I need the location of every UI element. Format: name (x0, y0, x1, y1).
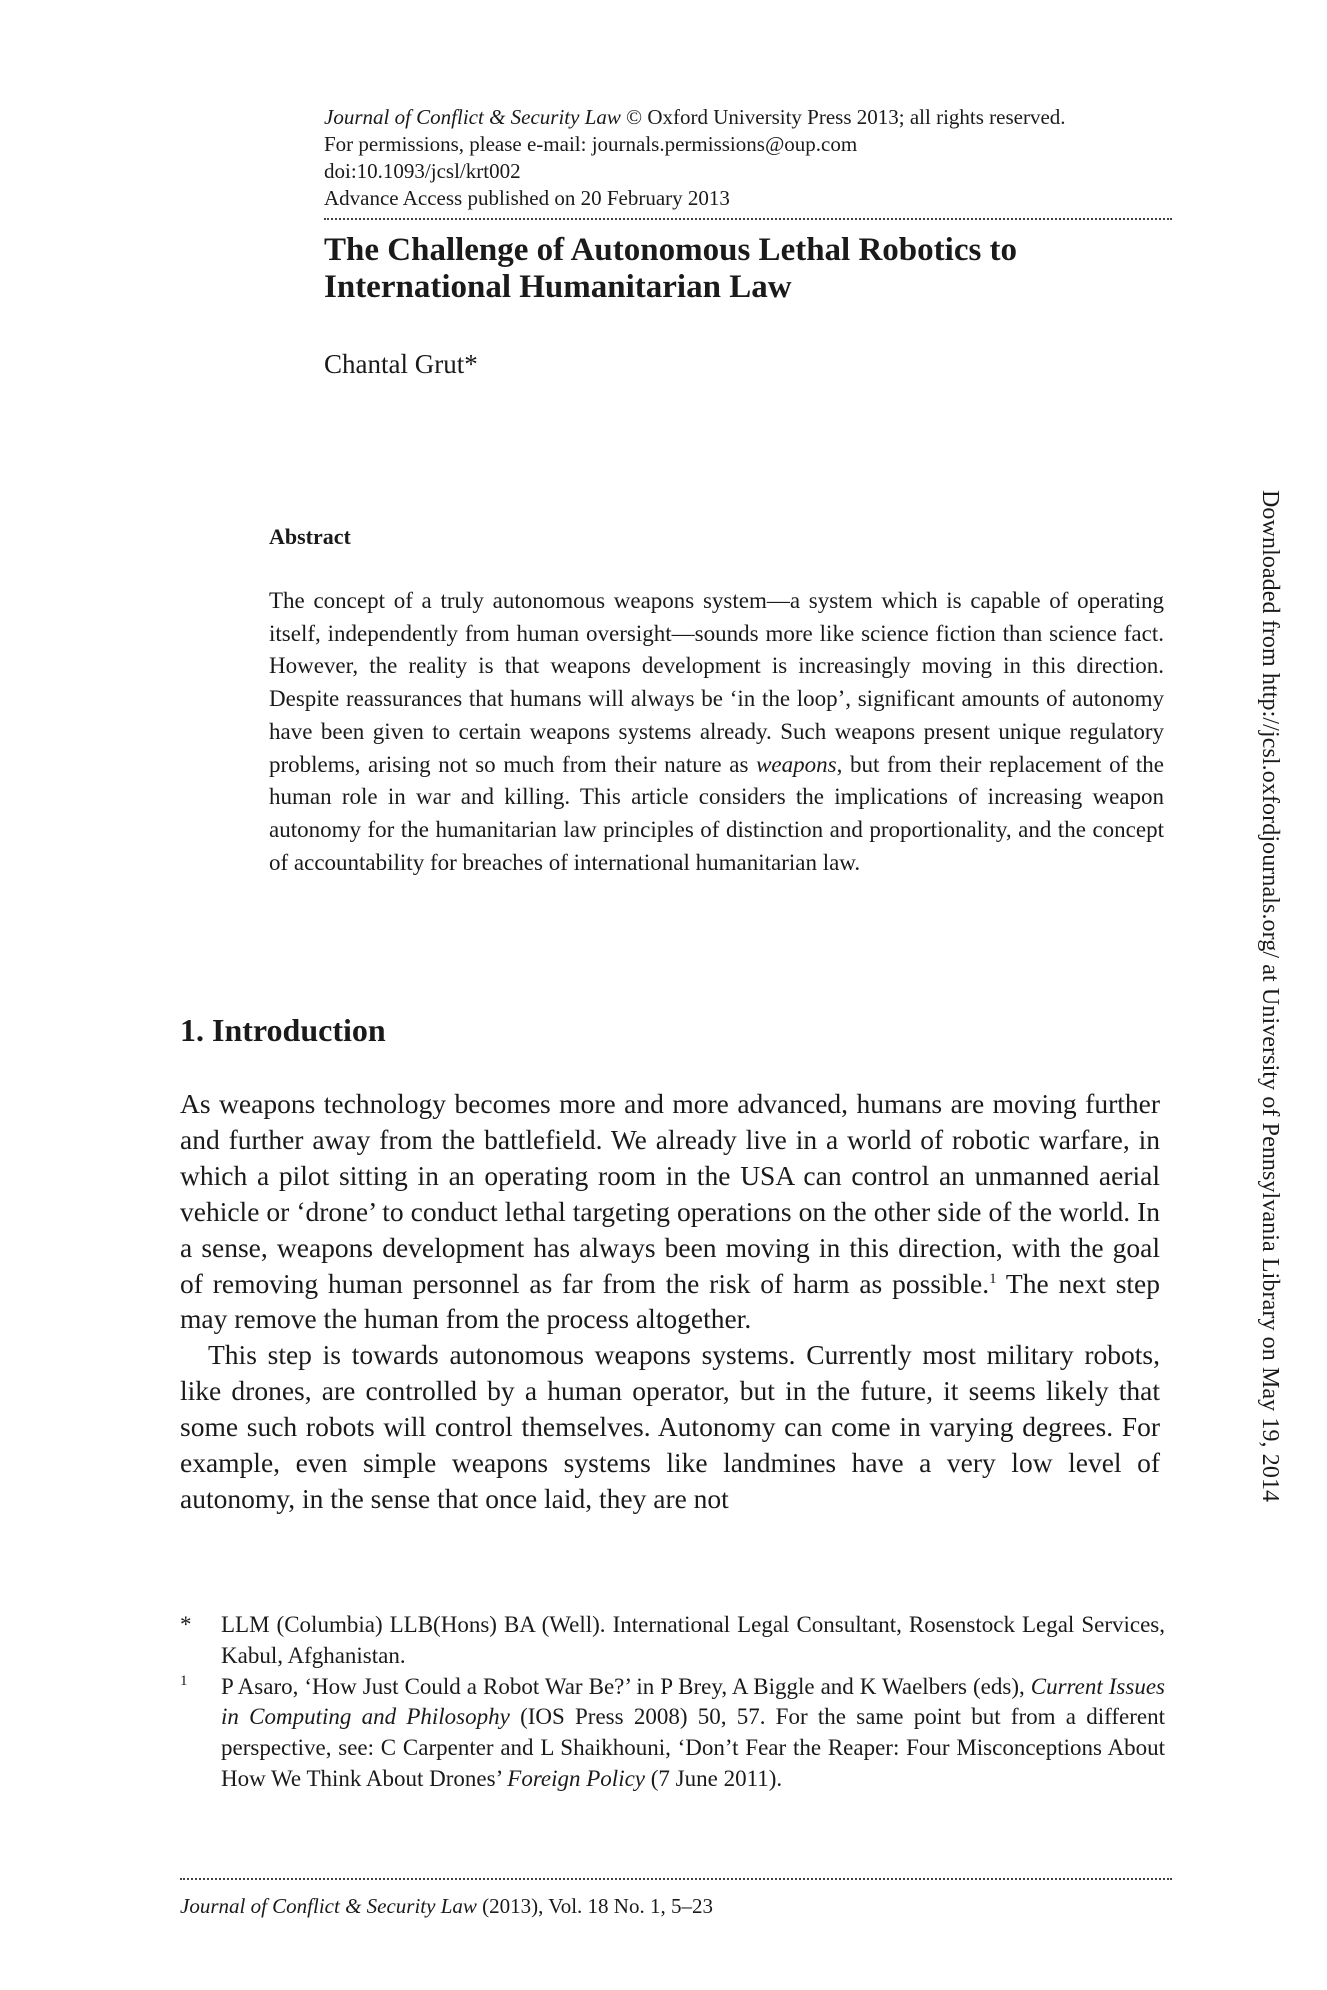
footnote-1 (180, 1672, 1165, 1795)
abstract-emphasis: weapons (756, 751, 837, 777)
footnote-1-book-title: Current Issues in Computing and Philosophy (221, 1673, 1165, 1730)
header-advance-access: Advance Access published on 20 February 2013 (324, 186, 730, 210)
footer-dotted-rule (180, 1878, 1172, 1880)
introduction-paragraph-2: This step is towards autonomous weapons systems. Currently most military robots, like drones, are controlled by a human operator, but in the future, it seems likely that some such robots will control themselves. Autonomy can come in varying degrees. For example, even simple weapons systems like landmines have a very low level of autonomy, in the sense that once laid, they are not (180, 1339, 1160, 1514)
footnote-1-text-b: (IOS Press 2008) 50, 57. For the same point but from a different perspective, see: C Carpenter and L Shaikhouni, ‘Don’t Fear the Reaper: Four Misconceptions About How We Think About Drones’ (221, 1704, 1165, 1791)
download-watermark: Downloaded from http://jcsl.oxfordjournals.org/ at University of Pennsylvania Library on May 19, 2014 (1257, 490, 1283, 1503)
footnote-1-publication: Foreign Policy (507, 1765, 646, 1791)
footnotes (180, 1610, 1165, 1795)
header-copyright: © Oxford University Press 2013; all rights reserved. (626, 105, 1066, 129)
footnote-1-text-c: (7 June 2011). (645, 1765, 783, 1791)
footnote-author-text: LLM (Columbia) LLB(Hons) BA (Well). International Legal Consultant, Rosenstock Legal Services, Kabul, Afghanistan. (221, 1612, 1165, 1668)
abstract-heading: Abstract (269, 524, 351, 549)
article-title-line-1: The Challenge of Autonomous Lethal Robotics to (324, 232, 1018, 268)
header-dotted-rule (324, 218, 1172, 220)
abstract-text-part-1: The concept of a truly autonomous weapons system—a system which is capable of operating itself, independently from human oversight—sounds more like science fiction than science fact. However, the reality is that weapons development is increasingly moving in this direction. Despite reassurances that humans will always be ‘in the loop’, significant amounts of autonomy have been given to certain weapons systems already. Such weapons present unique regulatory problems, arising not so much from their nature as (269, 588, 1164, 777)
paragraph-1-text-b: The next step may remove the human from the process altogether. (180, 1267, 1160, 1335)
footnote-1-text-a: P Asaro, ‘How Just Could a Robot War Be?’ in P Brey, A Biggle and K Waelbers (eds), (221, 1673, 1031, 1699)
footnote-author (180, 1610, 1165, 1672)
footer-citation: (2013), Vol. 18 No. 1, 5–23 (482, 1894, 713, 1918)
section-heading-introduction: 1. Introduction (180, 1012, 386, 1048)
page-footer (180, 1894, 713, 1919)
article-author: Chantal Grut* (324, 349, 478, 379)
article-title (324, 232, 1172, 306)
abstract-text (269, 585, 1164, 879)
header-journal-name: Journal of Conflict & Security Law (324, 105, 621, 129)
header-doi: doi:10.1093/jcsl/krt002 (324, 159, 521, 183)
abstract-text-part-2: , but from their replacement of the human role in war and killing. This article considers the implications of increasing weapon autonomy for the humanitarian law principles of distinction and proportionality, and the concept of accountability for breaches of international humanitarian law. (269, 751, 1164, 875)
journal-header (324, 104, 1172, 212)
paragraph-1-text-a: As weapons technology becomes more and more advanced, humans are moving further and further away from the battlefield. We already live in a world of robotic warfare, in which a pilot sitting in an operating room in the USA can control an unmanned aerial vehicle or ‘drone’ to conduct lethal targeting operations on the other side of the world. In a sense, weapons development has always been moving in this direction, with the goal of removing human personnel as far from the risk of harm as possible. (180, 1088, 1160, 1299)
footnote-star-mark: * (180, 1612, 192, 1637)
article-title-line-2: International Humanitarian Law (324, 269, 792, 305)
header-copyright-line (324, 104, 1172, 131)
header-permissions: For permissions, please e-mail: journals.permissions@oup.com (324, 132, 858, 156)
footer-journal-name: Journal of Conflict & Security Law (180, 1894, 477, 1918)
footnote-1-mark: 1 (180, 1672, 188, 1689)
introduction-body (180, 1086, 1160, 1517)
introduction-paragraph-1 (180, 1086, 1160, 1337)
footnote-ref-1[interactable]: 1 (989, 1270, 997, 1287)
